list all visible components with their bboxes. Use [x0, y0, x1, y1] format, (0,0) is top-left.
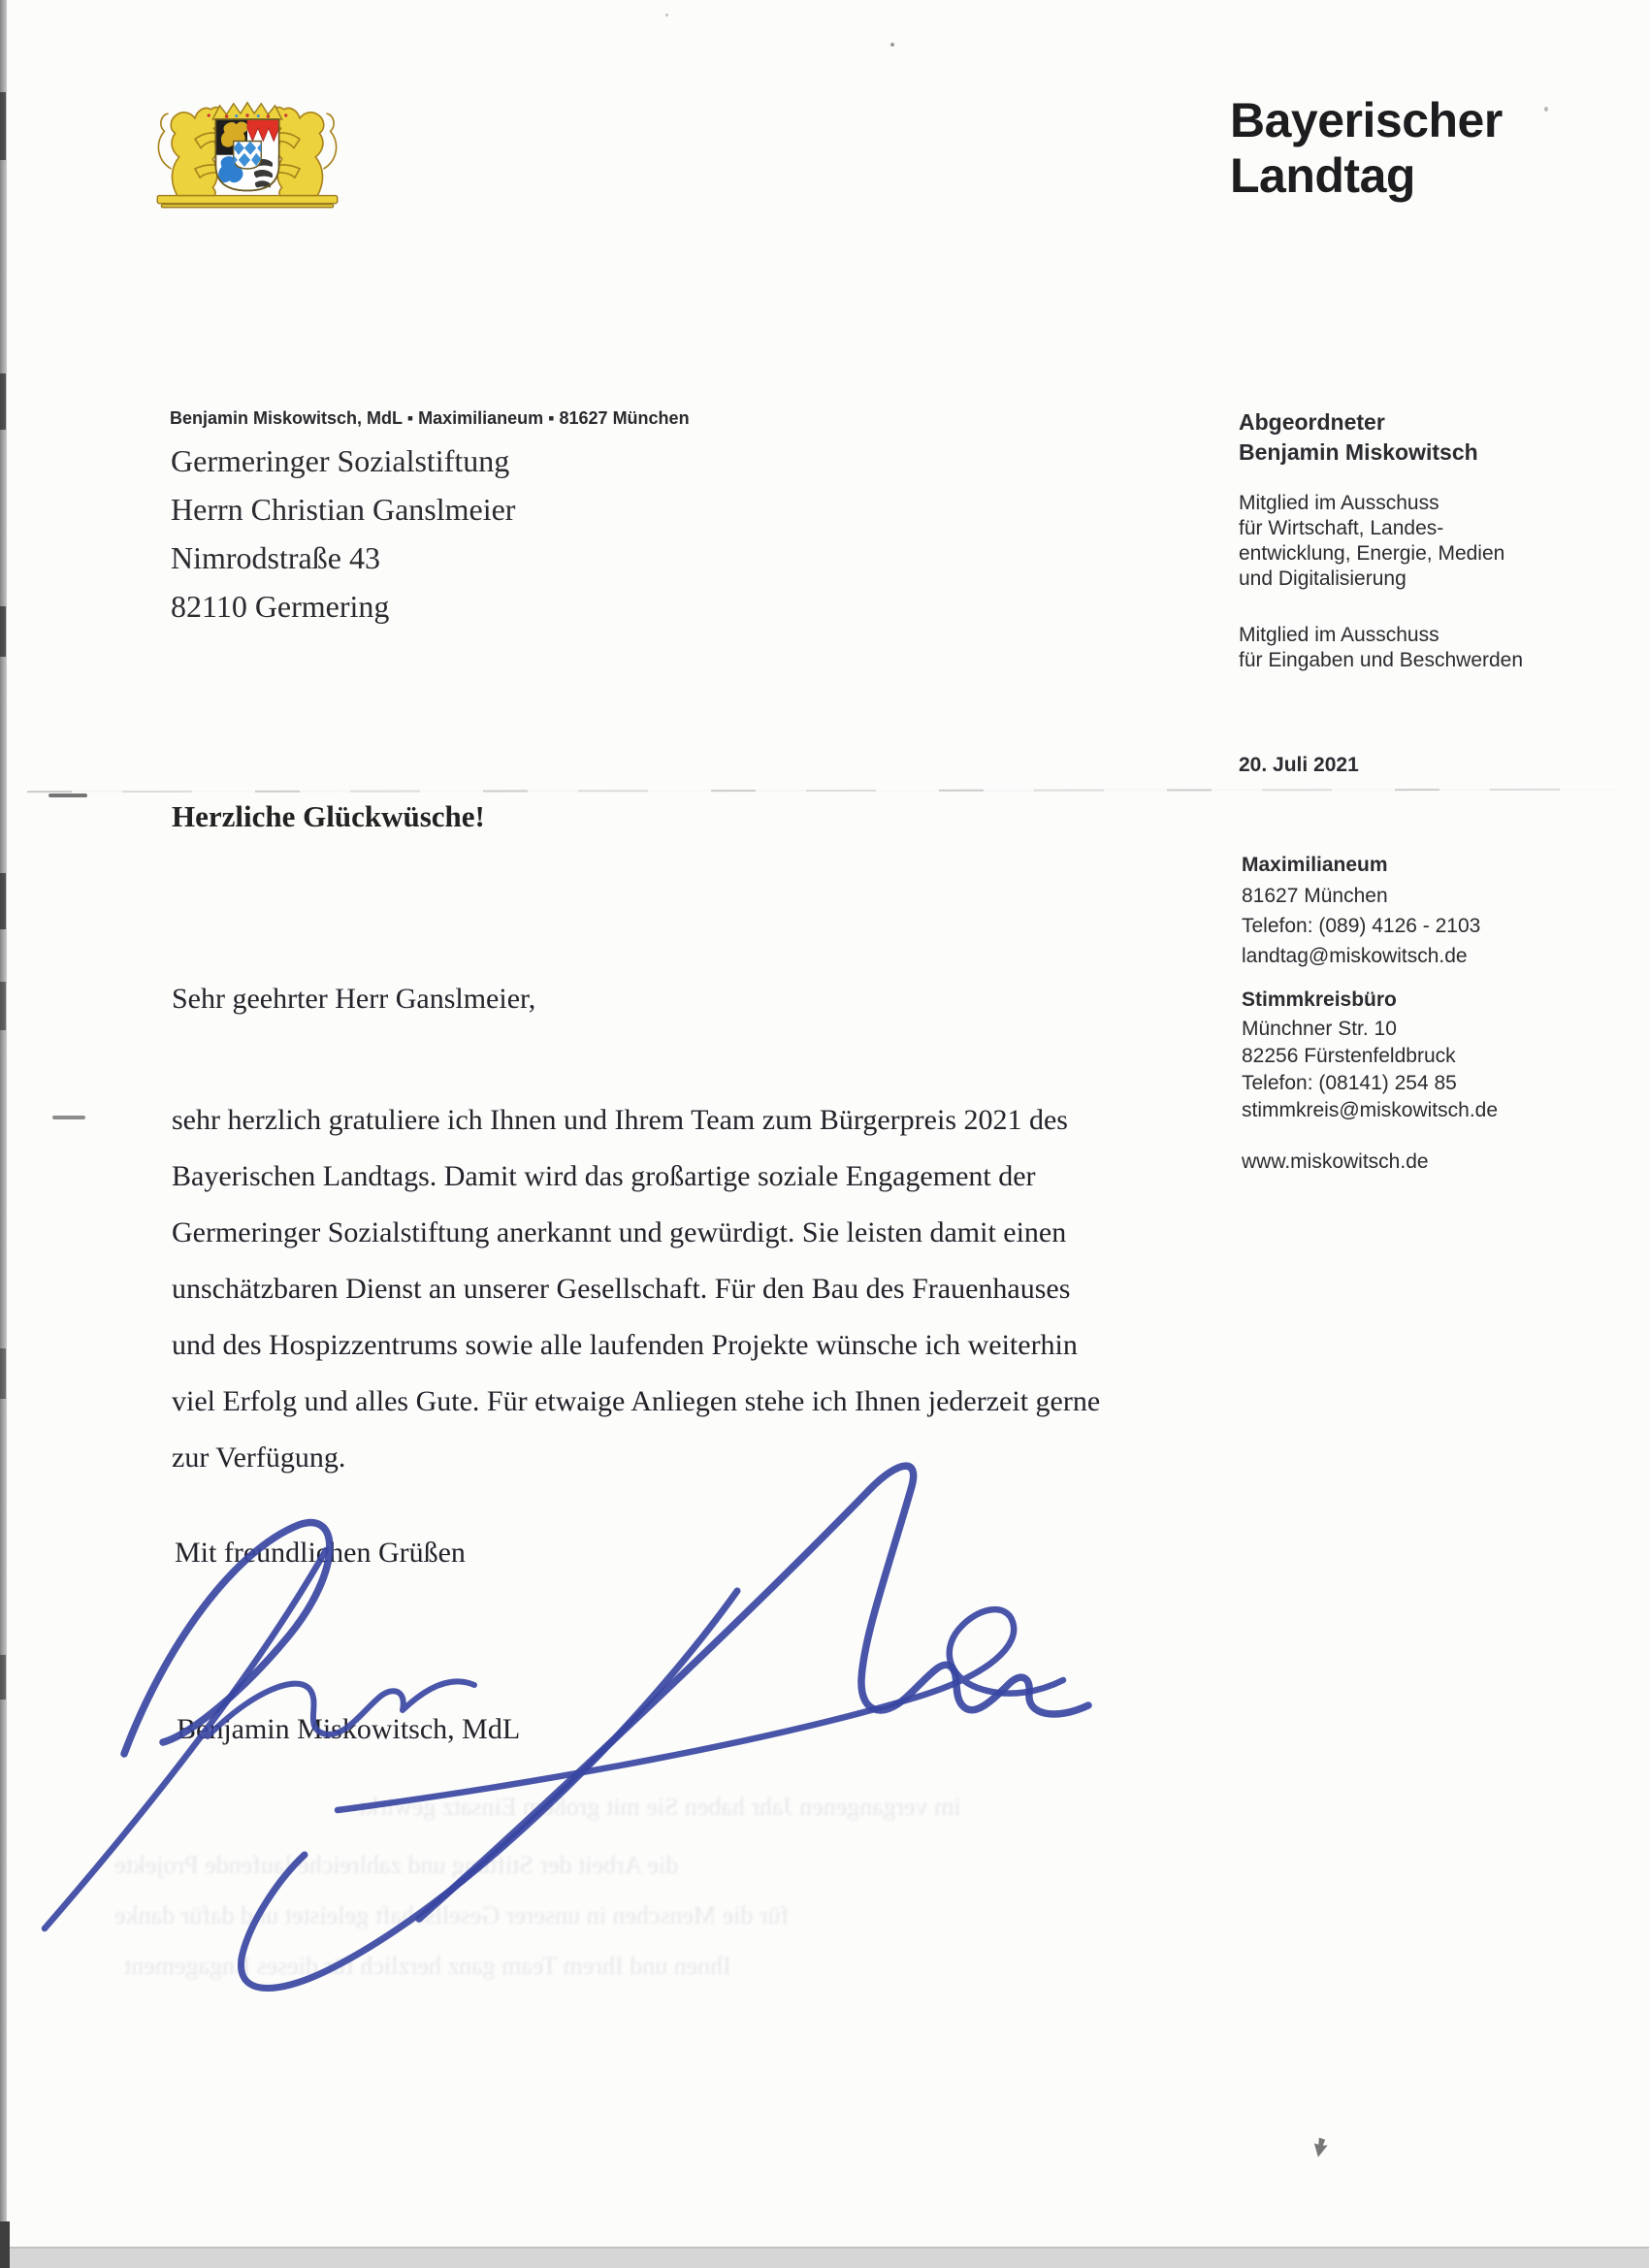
stray-dash-mark [52, 1116, 85, 1119]
dust-speck [1544, 107, 1548, 112]
office-stimmkreis-contact: Münchner Str. 10 82256 Fürstenfeldbruck Telefon: (08141) 254 85 stimmkreis@miskowitsch.de [1242, 1018, 1499, 1121]
scanner-edge-notch [0, 1655, 6, 1700]
scanner-edge-notch [0, 606, 6, 657]
mp-role-name: Abgeordneter Benjamin Miskowitsch [1239, 409, 1478, 465]
scanner-edge-notch [0, 92, 6, 160]
office-maximilianeum-title: Maximilianeum [1242, 854, 1388, 876]
sender-return-line: Benjamin Miskowitsch, MdL ▪ Maximilianeum ▪ 81627 München [170, 408, 690, 428]
dust-speck [665, 14, 668, 16]
scan-corner-shadow [0, 2221, 10, 2268]
typed-signature-name: Benjamin Miskowitsch, MdL [177, 1713, 521, 1745]
office-maximilianeum-contact: 81627 München Telefon: (089) 4126 - 2103 landtag@miskowitsch.de [1242, 885, 1481, 967]
scanner-edge-notch [0, 1348, 6, 1399]
office-stimmkreis-title: Stimmkreisbüro [1242, 988, 1397, 1011]
committee-membership-2: Mitglied im Ausschuss für Eingaben und Beschwerden [1239, 624, 1524, 671]
ink-blot-mark [1311, 2137, 1329, 2158]
show-through-line: im vergangenen Jahr haben Sie mit großem Einsatz gewirkt [359, 1793, 961, 1821]
show-through-line: für die Menschen in unserer Gesellschaft geleistet und dafür danke [114, 1901, 790, 1929]
scanner-edge-notch [0, 873, 6, 929]
fold-crease-line [27, 789, 1620, 793]
letter-body: sehr herzlich gratuliere ich Ihnen und Ihrem Team zum Bürgerpreis 2021 des Bayerischen Landtags. Damit wird das großartige soziale Engagement der Germeringer Sozialstiftung anerkannt und gewürdigt. Sie leisten damit einen unschätzbaren Dienst an unserer Gesellschaft. Für den Bau des Frauenhauses und des Hospizzentrums sowie alle laufenden Projekte wünsche ich weiterhin viel Erfolg und alles Gute. Für etwaige Anliegen stehe ich Ihnen jederzeit gerne zur Verfügung. [172, 1104, 1101, 1474]
scanner-edge-notch [0, 982, 6, 1030]
dust-speck [890, 43, 894, 47]
scan-bottom-band [0, 2249, 1649, 2268]
committee-membership-1: Mitglied im Ausschuss für Wirtschaft, Landes- entwicklung, Energie, Medien und Digitalisierung [1239, 492, 1505, 590]
show-through-line: die Arbeit der Stiftung und zahlreiche laufende Projekte [114, 1851, 679, 1879]
recipient-address: Germeringer Sozialstiftung Herrn Christian Ganslmeier Nimrodstraße 43 82110 Germering [171, 443, 516, 624]
bavarian-coat-of-arms [144, 70, 351, 213]
website-url: www.miskowitsch.de [1242, 1150, 1429, 1173]
closing-formula: Mit freundlichen Grüßen [175, 1537, 466, 1569]
scanner-edge-notch [0, 373, 6, 430]
subject-line: Herzliche Glückwüsche! [172, 799, 485, 833]
salutation: Sehr geehrter Herr Ganslmeier, [172, 983, 536, 1015]
show-through-line: Ihnen und Ihrem Team ganz herzlich für dieses Engagement [124, 1952, 731, 1980]
letter-date: 20. Juli 2021 [1239, 754, 1359, 776]
scanner-edge-strip [0, 0, 7, 2268]
org-wordmark: Bayerischer Landtag [1230, 93, 1503, 203]
crease-dash-mark [48, 794, 87, 797]
